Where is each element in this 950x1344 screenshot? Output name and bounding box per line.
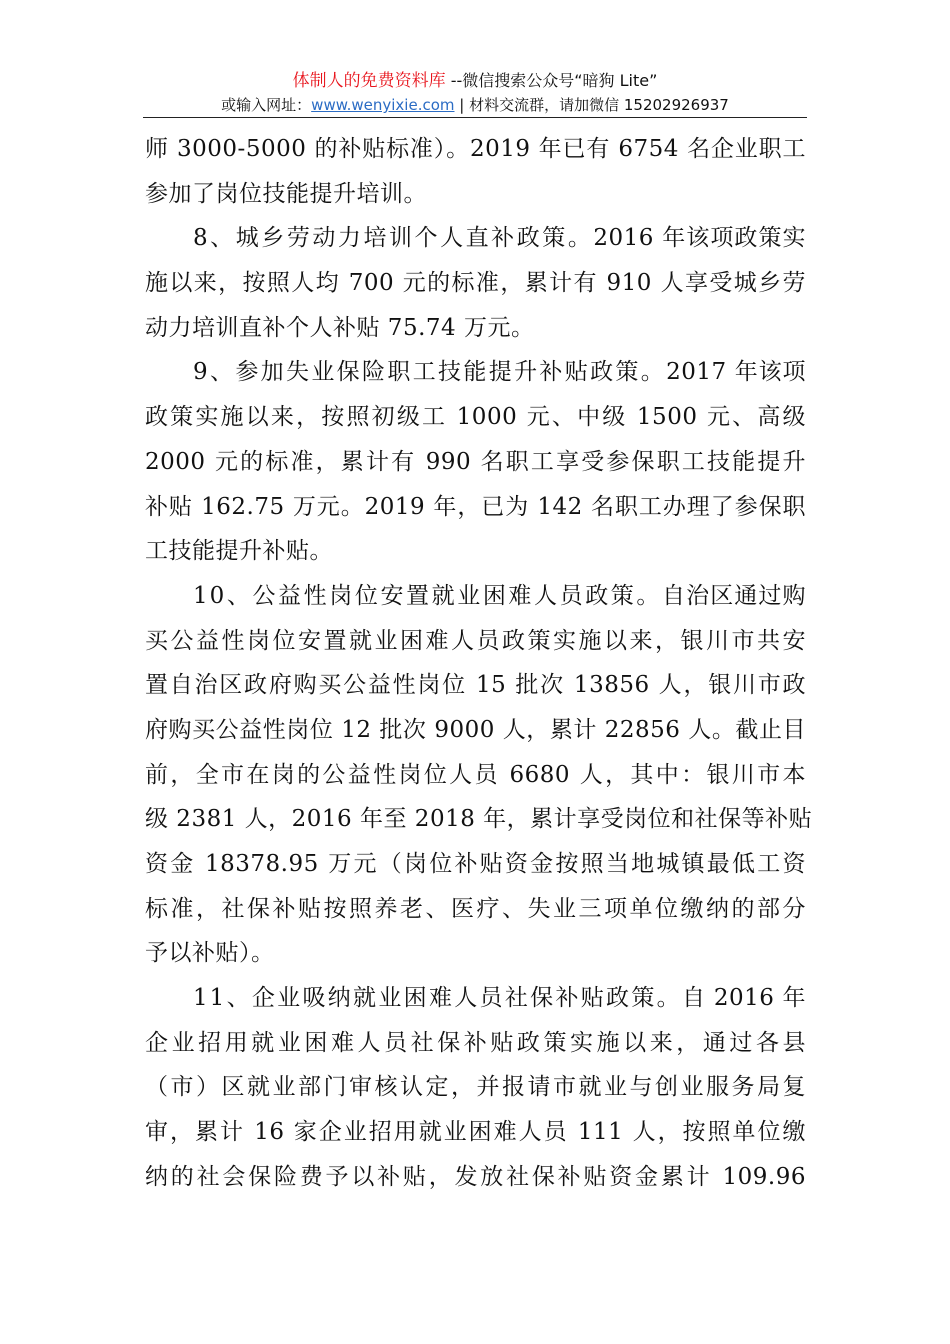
line-text: 动力培训直补个人补贴 75.74 万元。 [145, 314, 535, 341]
text-line [145, 708, 806, 753]
text-line [145, 887, 806, 932]
line-text: 2000 元的标准，累计有 990 名职工享受参保职工技能提升 [145, 448, 806, 475]
line-text: 置自治区政府购买公益性岗位 15 批次 13856 人，银川市政 [145, 672, 806, 699]
header-divider [143, 117, 807, 118]
line-text: 自治区通过购 [662, 582, 806, 609]
text-line [145, 1065, 806, 1110]
line-text: 师 3000-5000 的补贴标准）。2019 年已有 6754 名企业职工 [145, 136, 806, 162]
header-contact-line [0, 94, 950, 116]
text-line [145, 976, 806, 1021]
header-tagline: --微信搜索公众号“暗狗 Lite” [445, 71, 658, 90]
line-text: 企业招用就业困难人员社保补贴政策实施以来，通过各县 [145, 1029, 806, 1056]
section-heading: 8、城乡劳动力培训个人直补政策。 [193, 225, 594, 252]
line-text: 施以来，按照人均 700 元的标准，累计有 910 人享受城乡劳 [145, 270, 806, 297]
section-heading: 10、公益性岗位安置就业困难人员政策。 [193, 582, 663, 609]
text-line [145, 172, 806, 217]
line-text: 工技能提升补贴。 [145, 538, 333, 565]
line-text: 府购买公益性岗位 12 批次 9000 人，累计 22856 人。截止目 [145, 716, 806, 743]
text-line [145, 395, 806, 440]
text-line [145, 663, 806, 708]
document-body [145, 127, 813, 1200]
text-line [145, 529, 806, 574]
line-text: 补贴 162.75 万元。2019 年，已为 142 名职工办理了参保职 [145, 493, 806, 520]
text-line [145, 350, 806, 395]
text-line [145, 574, 806, 619]
line-text: 审，累计 16 家企业招用就业困难人员 111 人，按照单位缴 [145, 1119, 806, 1146]
text-line [145, 753, 806, 798]
text-line [145, 797, 813, 842]
line-text: 予以补贴）。 [145, 940, 275, 967]
contact-info: | 材料交流群，请加微信 15202926937 [454, 96, 729, 114]
text-line [145, 842, 806, 887]
watermark-header [0, 70, 950, 92]
text-line [145, 127, 806, 172]
line-text: 前，全市在岗的公益性岗位人员 6680 人，其中：银川市本 [145, 761, 806, 788]
line-text: 2017 年该项 [666, 359, 806, 386]
text-line [145, 216, 806, 261]
line-text: 2016 年该项政策实 [593, 225, 806, 252]
text-line [145, 485, 806, 530]
website-link[interactable]: www.wenyixie.com [311, 96, 455, 114]
line-text: 级 2381 人，2016 年至 2018 年，累计享受岗位和社保等补贴 [145, 806, 813, 833]
line-text: 政策实施以来，按照初级工 1000 元、中级 1500 元、高级 [145, 404, 806, 431]
brand-title: 体制人的免费资料库 [292, 71, 446, 91]
text-line [145, 306, 806, 351]
section-heading: 9、参加失业保险职工技能提升补贴政策。 [193, 359, 667, 386]
text-line [145, 440, 806, 485]
text-line [145, 619, 806, 664]
line-text: （市）区就业部门审核认定，并报请市就业与创业服务局复 [145, 1074, 806, 1101]
text-line [145, 1155, 806, 1200]
text-line [145, 1110, 806, 1155]
line-text: 纳的社会保险费予以补贴，发放社保补贴资金累计 109.96 [145, 1163, 806, 1190]
url-prefix: 或输入网址： [221, 96, 312, 114]
line-text: 标准，社保补贴按照养老、医疗、失业三项单位缴纳的部分 [145, 895, 806, 922]
text-line [145, 261, 806, 306]
text-line [145, 931, 806, 976]
line-text: 买公益性岗位安置就业困难人员政策实施以来，银川市共安 [145, 627, 806, 654]
line-text: 资金 18378.95 万元（岗位补贴资金按照当地城镇最低工资 [145, 851, 806, 877]
section-heading: 11、企业吸纳就业困难人员社保补贴政策。 [193, 985, 682, 1012]
line-text: 参加了岗位技能提升培训。 [145, 180, 427, 207]
text-line [145, 1021, 806, 1066]
line-text: 自 2016 年 [681, 985, 806, 1012]
